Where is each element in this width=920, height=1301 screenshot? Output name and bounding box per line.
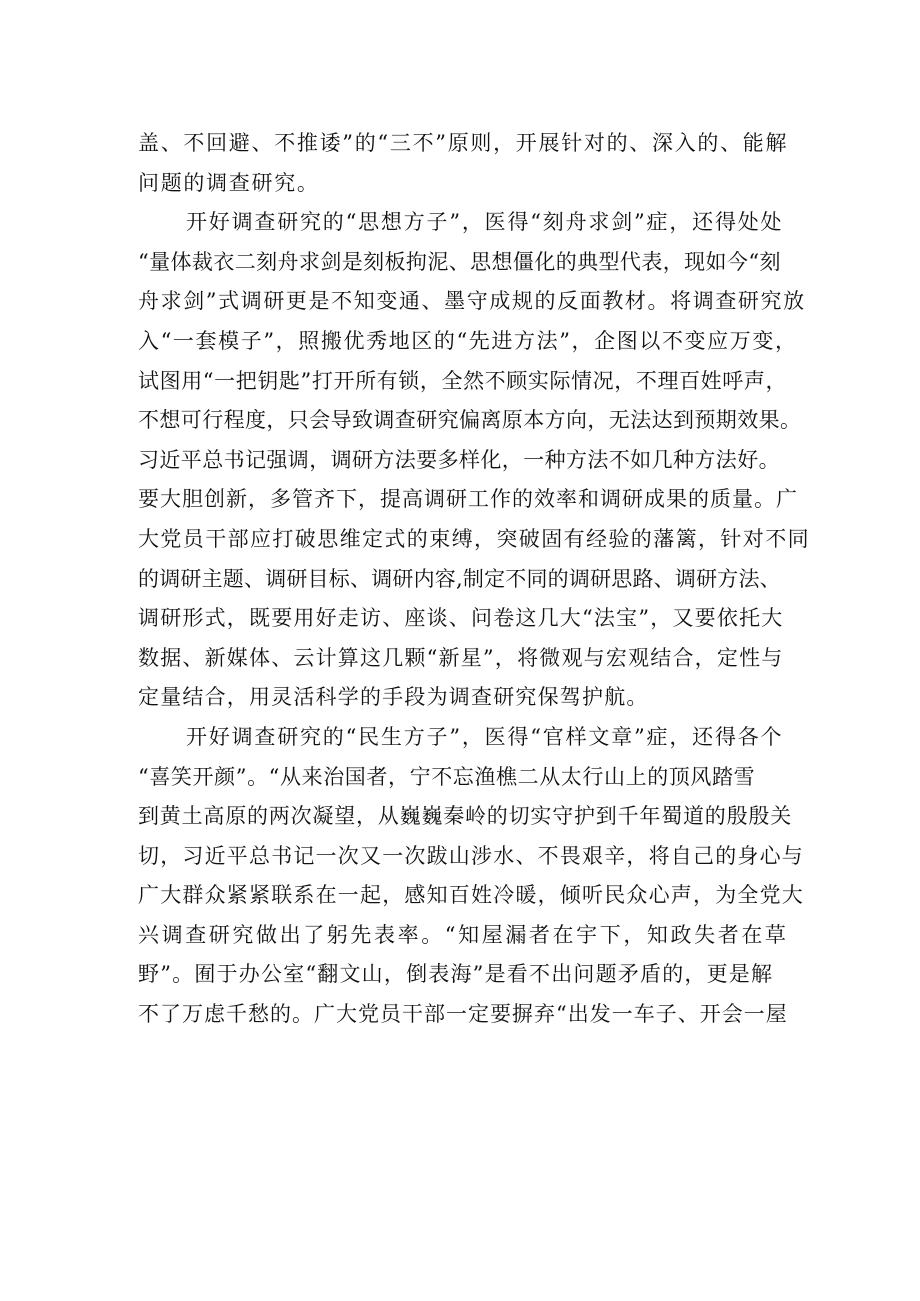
- text-line: 到黄土高原的两次凝望，从巍巍秦岭的切实守护到千年蜀道的殷殷关: [138, 804, 792, 829]
- text-line: 大党员干部应打破思维定式的束缚，突破固有经验的藩篱，针对不同: [138, 526, 810, 551]
- paragraph-3: [138, 718, 804, 1035]
- text-line: 定量结合，用灵活科学的手段为调查研究保驾护航。: [138, 685, 649, 710]
- text-line: 要大胆创新，多管齐下，提高调研工作的效率和调研成果的质量。广: [138, 487, 798, 512]
- text-line: 开好调查研究的“思想方子”，医得“刻舟求剑”症，还得处处: [186, 210, 784, 235]
- text-line: 数据、新媒体、云计算这几颗“新星”，将微观与宏观结合，定性与: [138, 645, 784, 670]
- text-line: 问题的调查研究。: [138, 170, 320, 195]
- text-line: 切，习近平总书记一次又一次跋山涉水、不畏艰辛，将自己的身心与: [138, 843, 804, 868]
- text-line: 的调研主题、调研目标、调研内容,制定不同的调研思路、调研方法、: [138, 566, 781, 591]
- text-line: 广大群众紧紧联系在一起，感知百姓冷暖，倾听民众心声，为全党大: [138, 883, 804, 908]
- text-line: 试图用“一把钥匙”打开所有锁，全然不顾实际情况，不理百姓呼声，: [138, 368, 788, 393]
- text-line: 兴调查研究做出了躬先表率。“知屋漏者在宇下，知政失者在草: [138, 922, 789, 947]
- paragraph-2: [138, 203, 810, 718]
- text-line: 不了万虑千愁的。广大党员干部一定要摒弃“出发一车子、开会一屋: [138, 1002, 788, 1027]
- text-line: “量体裁衣二刻舟求剑是刻板拘泥、思想僵化的典型代表，现如今“刻: [138, 249, 781, 274]
- text-line: 野”。囿于办公室“翻文山，倒表海”是看不出问题矛盾的，更是解: [138, 962, 774, 987]
- text-line: 习近平总书记强调，调研方法要多样化，一种方法不如几种方法好。: [138, 447, 780, 472]
- text-line: 入“一套模子”，照搬优秀地区的“先进方法”，企图以不变应万变，: [138, 328, 798, 353]
- paragraph-1: [138, 124, 798, 203]
- text-line: 开好调查研究的“民生方子”，医得“官样文章”症，还得各个: [186, 724, 784, 749]
- text-line: 调研形式，既要用好走访、座谈、问卷这几大“法宝”，又要依托大: [138, 606, 784, 631]
- body-text: [138, 124, 810, 1035]
- text-line: 舟求剑”式调研更是不知变通、墨守成规的反面教材。将调查研究放: [138, 289, 806, 314]
- text-line: 不想可行程度，只会导致调查研究偏离原本方向，无法达到预期效果。: [138, 408, 802, 433]
- text-line: 盖、不回避、不推诿”的“三不”原则，开展针对的、深入的、能解: [138, 131, 789, 155]
- text-line: “喜笑开颜”。“从来治国者，宁不忘渔樵二从太行山上的顶风踏雪: [138, 764, 756, 789]
